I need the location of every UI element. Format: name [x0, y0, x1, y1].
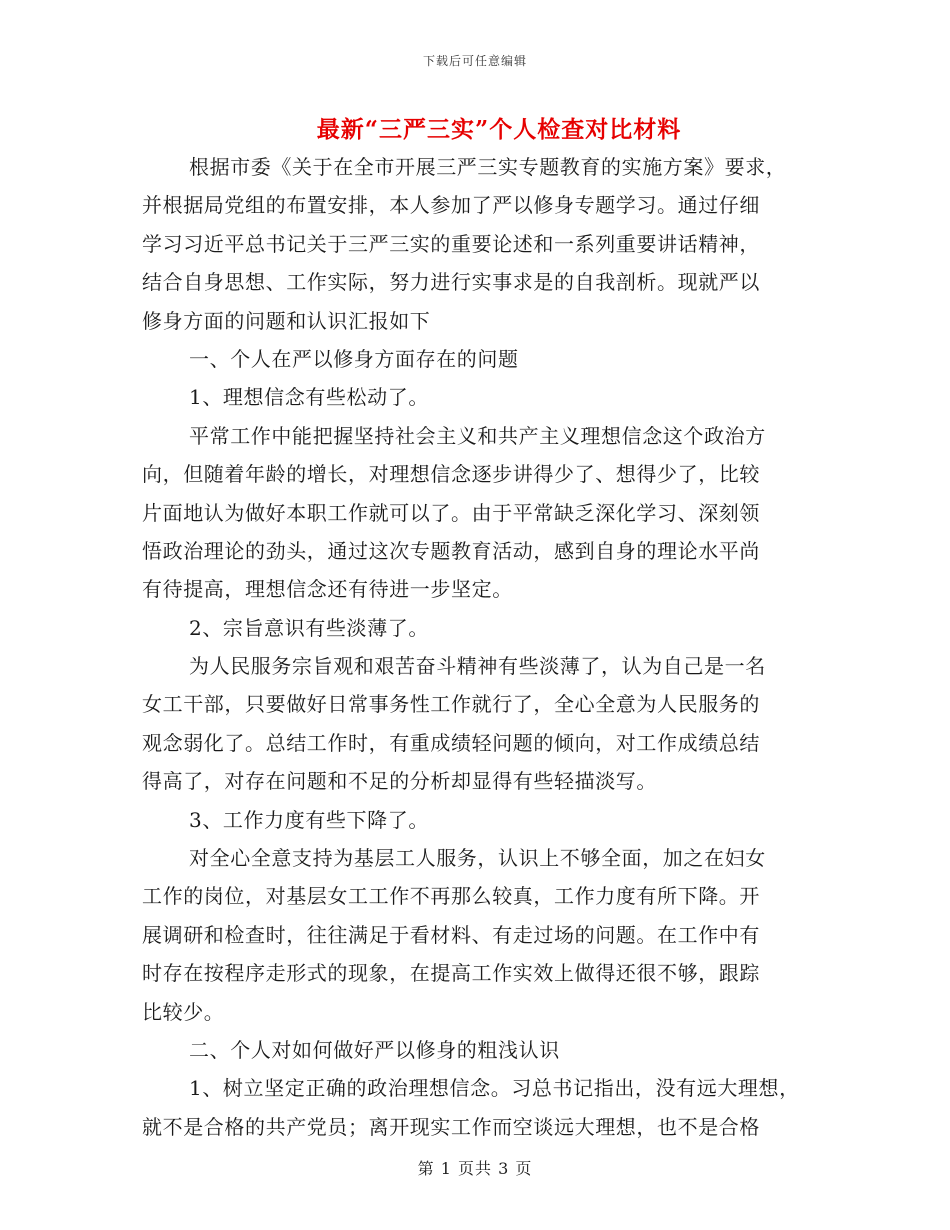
body-line: 展调研和检查时，往往满足于看材料、有走过场的问题。在工作中有 — [142, 922, 760, 947]
body-line: 女工干部，只要做好日常事务性工作就行了，全心全意为人民服务的 — [142, 692, 760, 717]
body-line: 对全心全意支持为基层工人服务，认识上不够全面，加之在妇女 — [189, 846, 766, 871]
body-line: 工作的岗位，对基层女工工作不再那么较真，工作力度有所下降。开 — [142, 884, 760, 909]
body-line: 时存在按程序走形式的现象，在提高工作实效上做得还很不够，跟踪 — [142, 961, 760, 986]
body-line: 1、理想信念有些松动了。 — [189, 385, 429, 410]
body-line: 观念弱化了。总结工作时，有重成绩轻问题的倾向，对工作成绩总结 — [142, 730, 760, 755]
body-line: 2、宗旨意识有些淡薄了。 — [189, 615, 429, 640]
body-line: 根据市委《关于在全市开展三严三实专题教育的实施方案》要求， — [189, 155, 787, 179]
body-line: 结合自身思想、工作实际，努力进行实事求是的自我剖析。现就严以 — [142, 270, 760, 295]
body-line: 悟政治理论的劲头，通过这次专题教育活动，感到自身的理论水平尚 — [142, 538, 760, 563]
body-line: 二、个人对如何做好严以修身的粗浅认识 — [189, 1037, 560, 1062]
body-line: 就不是合格的共产党员；离开现实工作而空谈远大理想，也不是合格 — [142, 1114, 760, 1139]
body-line: 为人民服务宗旨观和艰苦奋斗精神有些淡薄了，认为自己是一名 — [189, 654, 766, 679]
document-body — [142, 148, 822, 1146]
page-footer: 第 1 页共 3 页 — [417, 1159, 533, 1178]
body-line: 1、树立坚定正确的政治理想信念。习总书记指出，没有远大理想， — [189, 1076, 800, 1101]
body-line: 一、个人在严以修身方面存在的问题 — [189, 346, 519, 371]
body-line: 修身方面的问题和认识汇报如下 — [142, 308, 431, 333]
body-line: 向，但随着年龄的增长，对理想信念逐步讲得少了、想得少了，比较 — [142, 462, 760, 487]
body-line: 平常工作中能把握坚持社会主义和共产主义理想信念这个政治方 — [189, 423, 766, 448]
body-line: 片面地认为做好本职工作就可以了。由于平常缺乏深化学习、深刻领 — [142, 500, 760, 525]
body-line: 有待提高，理想信念还有待进一步坚定。 — [142, 577, 513, 602]
body-line: 并根据局党组的布置安排，本人参加了严以修身专题学习。通过仔细 — [142, 193, 760, 218]
body-line: 比较少。 — [142, 999, 225, 1024]
body-line: 学习习近平总书记关于三严三实的重要论述和一系列重要讲话精神， — [142, 231, 760, 256]
body-line: 3、工作力度有些下降了。 — [189, 807, 429, 832]
body-line: 得高了，对存在问题和不足的分析却显得有些轻描淡写。 — [142, 769, 657, 794]
document-title: 最新“三严三实”个人检查对比材料 — [316, 116, 682, 143]
header-note: 下载后可任意编辑 — [422, 54, 527, 68]
